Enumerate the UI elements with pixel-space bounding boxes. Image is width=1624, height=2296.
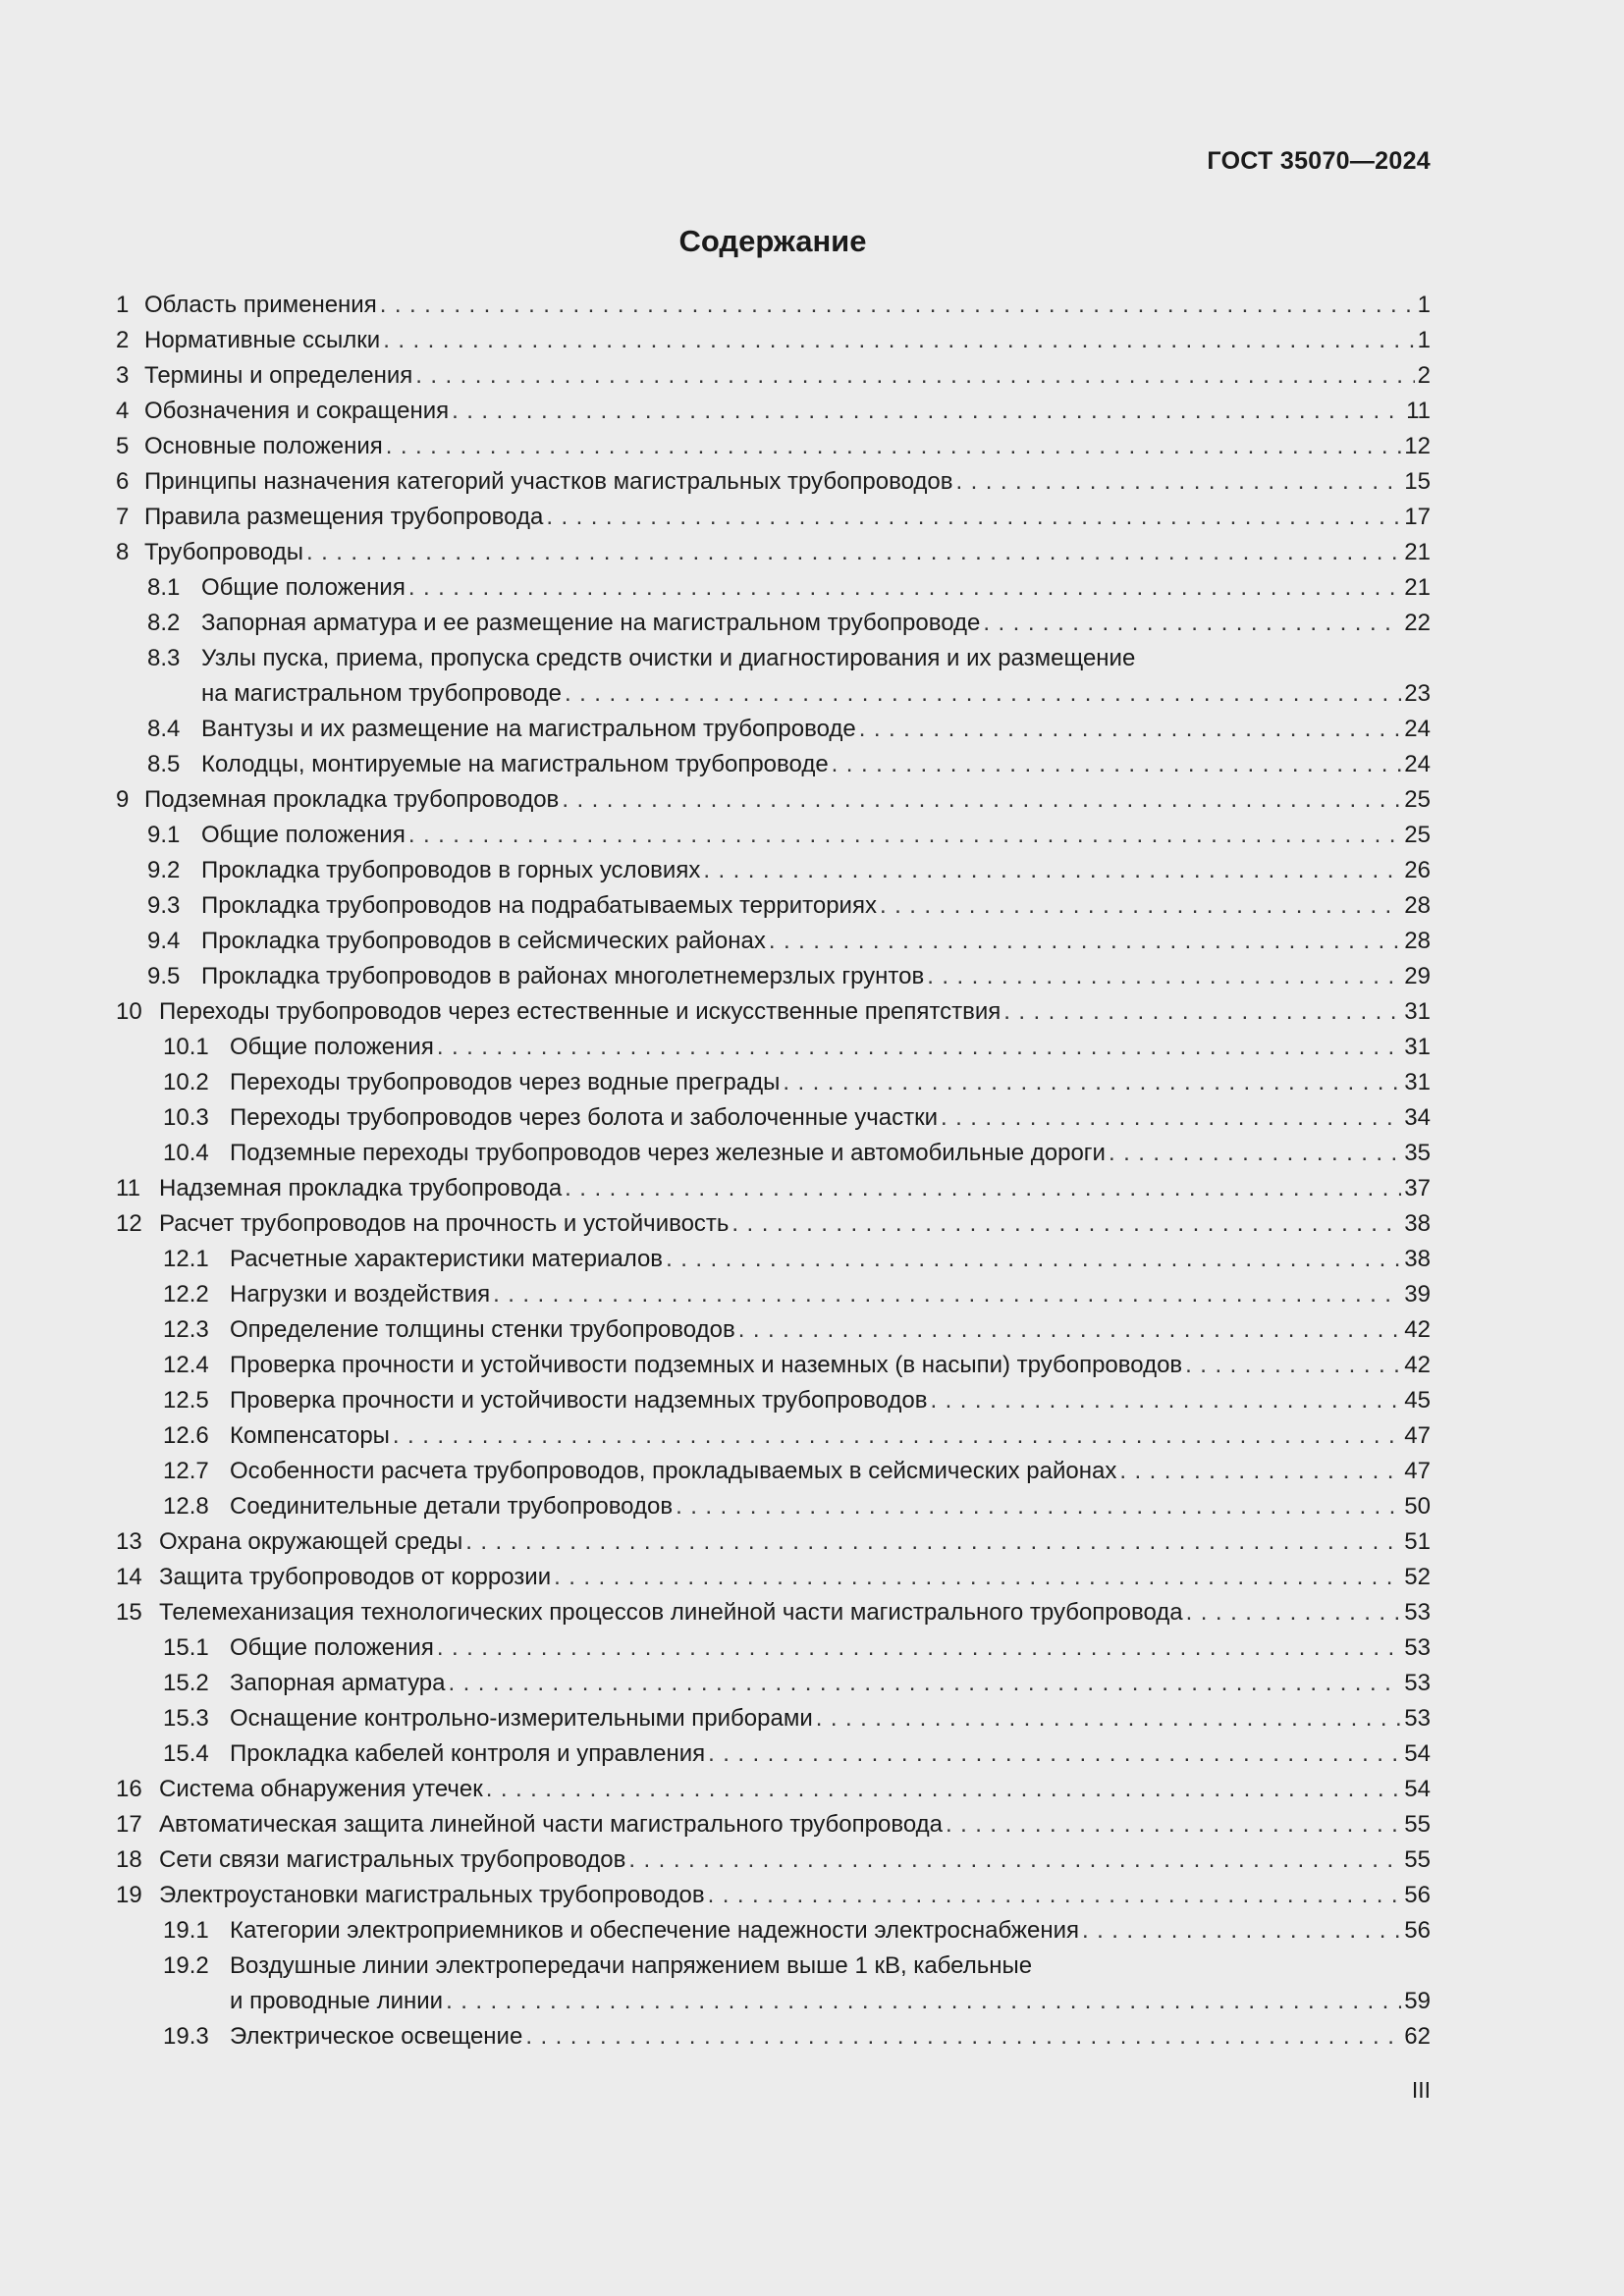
toc-leader-dots: [306, 535, 1401, 570]
toc-entry-page: 15: [1404, 468, 1431, 495]
toc-entry-title: Принципы назначения категорий участков магистральных трубопроводов: [144, 468, 953, 495]
toc-entry-number: 12.6: [163, 1422, 209, 1449]
toc-leader-dots: [708, 1878, 1402, 1913]
toc-entry-title: Переходы трубопроводов через водные преграды: [230, 1069, 781, 1095]
toc-entry-title: Термины и определения: [144, 362, 413, 389]
toc-entry-title: Подземные переходы трубопроводов через железные и автомобильные дороги: [230, 1140, 1106, 1166]
toc-entry-title: Область применения: [144, 292, 377, 318]
toc-entry-page: 35: [1404, 1140, 1431, 1166]
toc-entry-page: 23: [1404, 680, 1431, 707]
toc-entry-title: на магистральном трубопроводе: [201, 680, 563, 707]
toc-entry[interactable]: [116, 288, 1431, 323]
document-code: ГОСТ 35070—2024: [1207, 147, 1431, 175]
toc-entry-title: Общие положения: [201, 822, 406, 848]
toc-entry-title: Прокладка трубопроводов в горных условиях: [201, 857, 701, 883]
toc-entry-number: 12.3: [163, 1316, 209, 1343]
toc-leader-dots: [493, 1277, 1401, 1312]
toc-entry[interactable]: [116, 782, 1431, 818]
toc-leader-dots: [676, 1489, 1401, 1524]
toc-leader-dots: [446, 1984, 1401, 2019]
toc-entry[interactable]: [116, 606, 1431, 641]
toc-entry-title: Электроустановки магистральных трубопроводов: [159, 1882, 705, 1908]
toc-entry[interactable]: [116, 1772, 1431, 1807]
toc-entry-page: 25: [1404, 822, 1431, 848]
toc-entry-number: 3: [116, 362, 130, 389]
toc-entry[interactable]: [116, 1312, 1431, 1348]
toc-entry-number: 10.3: [163, 1104, 209, 1131]
toc-entry-page: 1: [1417, 327, 1431, 353]
toc-entry-title: Оснащение контрольно-измерительными приборами: [230, 1705, 813, 1732]
toc-entry-page: 22: [1404, 610, 1431, 636]
toc-entry[interactable]: [116, 1454, 1431, 1489]
toc-leader-dots: [449, 1666, 1402, 1701]
toc-entry-number: 19.2: [163, 1952, 209, 1979]
toc-entry-page: 38: [1404, 1246, 1431, 1272]
toc-entry-title: Основные положения: [144, 433, 383, 459]
toc-entry-page: 28: [1404, 892, 1431, 919]
toc-entry-page: 59: [1404, 1988, 1431, 2014]
toc-entry-title: Нагрузки и воздействия: [230, 1281, 491, 1308]
toc-entry-page: 25: [1404, 786, 1431, 813]
toc-entry-title: Компенсаторы: [230, 1422, 390, 1449]
toc-leader-dots: [562, 782, 1401, 818]
toc-entry-number: 10.1: [163, 1034, 209, 1060]
toc-entry[interactable]: [116, 535, 1431, 570]
toc-entry-number: 15.1: [163, 1634, 209, 1661]
toc-entry-number: 8.3: [147, 645, 181, 671]
toc-entry-title: Воздушные линии электропередачи напряжением выше 1 кВ, кабельные: [230, 1952, 1033, 1979]
toc-leader-dots: [1082, 1913, 1401, 1949]
toc-leader-dots: [731, 1206, 1401, 1242]
toc-entry-number: 6: [116, 468, 130, 495]
toc-entry-title: Телемеханизация технологических процессов линейной части магистрального трубопровода: [159, 1599, 1183, 1626]
toc-entry-title: Переходы трубопроводов через естественные и искусственные препятствия: [159, 998, 1001, 1025]
toc-entry-page: 54: [1404, 1776, 1431, 1802]
page-title: Содержание: [678, 224, 867, 258]
toc-entry[interactable]: [116, 1984, 1431, 2019]
toc-entry-number: 8.2: [147, 610, 181, 636]
toc-leader-dots: [880, 888, 1401, 924]
toc-entry-title: Вантузы и их размещение на магистральном трубопроводе: [201, 716, 856, 742]
toc-entry[interactable]: [116, 1418, 1431, 1454]
toc-entry[interactable]: [116, 818, 1431, 853]
toc-entry[interactable]: [116, 1913, 1431, 1949]
toc-entry-title: Проверка прочности и устойчивости надземных трубопроводов: [230, 1387, 928, 1414]
toc-entry-number: 17: [116, 1811, 142, 1838]
toc-entry[interactable]: [116, 1171, 1431, 1206]
toc-entry-title: Сети связи магистральных трубопроводов: [159, 1846, 626, 1873]
toc-entry-title: Правила размещения трубопровода: [144, 504, 544, 530]
toc-entry-title: Подземная прокладка трубопроводов: [144, 786, 560, 813]
toc-entry-page: 17: [1404, 504, 1431, 530]
toc-leader-dots: [628, 1842, 1401, 1878]
toc-entry-title: Запорная арматура и ее размещение на магистральном трубопроводе: [201, 610, 981, 636]
toc-leader-dots: [380, 288, 1415, 323]
toc-entry[interactable]: [116, 747, 1431, 782]
toc-entry[interactable]: [116, 394, 1431, 429]
toc-entry-page: 53: [1404, 1705, 1431, 1732]
toc-entry-page: 31: [1404, 998, 1431, 1025]
toc-entry-title: Нормативные ссылки: [144, 327, 381, 353]
toc-entry[interactable]: [116, 1100, 1431, 1136]
toc-leader-dots: [816, 1701, 1402, 1736]
toc-entry-number: 12: [116, 1210, 142, 1237]
toc-entry-title: Расчет трубопроводов на прочность и устойчивость: [159, 1210, 730, 1237]
toc-entry-page: 52: [1404, 1564, 1431, 1590]
toc-leader-dots: [956, 464, 1402, 500]
toc-entry-number: 16: [116, 1776, 142, 1802]
toc-leader-dots: [408, 570, 1401, 606]
toc-entry[interactable]: [116, 1030, 1431, 1065]
toc-entry-number: 15: [116, 1599, 142, 1626]
toc-entry-number: 13: [116, 1528, 142, 1555]
toc-entry[interactable]: [116, 1136, 1431, 1171]
toc-entry[interactable]: [116, 323, 1431, 358]
toc-entry-number: 15.2: [163, 1670, 209, 1696]
toc-leader-dots: [393, 1418, 1401, 1454]
toc-leader-dots: [930, 1383, 1401, 1418]
toc-leader-dots: [946, 1807, 1401, 1842]
toc-entry[interactable]: [116, 641, 1431, 676]
toc-entry-page: 42: [1404, 1352, 1431, 1378]
toc-leader-dots: [666, 1242, 1401, 1277]
toc-entry-page: 62: [1404, 2023, 1431, 2050]
toc-entry[interactable]: [116, 1701, 1431, 1736]
toc-entry[interactable]: [116, 994, 1431, 1030]
toc-entry-title: Запорная арматура: [230, 1670, 446, 1696]
toc-entry-number: 7: [116, 504, 130, 530]
toc-entry[interactable]: [116, 500, 1431, 535]
toc-leader-dots: [525, 2019, 1401, 2055]
toc-entry-page: 53: [1404, 1599, 1431, 1626]
toc-entry-page: 39: [1404, 1281, 1431, 1308]
toc-entry-number: 9: [116, 786, 130, 813]
toc-entry-title: Категории электроприемников и обеспечение надежности электроснабжения: [230, 1917, 1079, 1944]
toc-entry-number: 18: [116, 1846, 142, 1873]
toc-entry-page: 47: [1404, 1458, 1431, 1484]
toc-leader-dots: [437, 1030, 1401, 1065]
toc-leader-dots: [437, 1630, 1401, 1666]
toc-entry-title: Общие положения: [201, 574, 406, 601]
toc-entry-number: 19.3: [163, 2023, 209, 2050]
toc-entry[interactable]: [116, 888, 1431, 924]
toc-entry-title: Автоматическая защита линейной части магистрального трубопровода: [159, 1811, 943, 1838]
toc-entry-page: 31: [1404, 1034, 1431, 1060]
toc-entry[interactable]: [116, 1595, 1431, 1630]
toc-leader-dots: [408, 818, 1401, 853]
toc-entry-number: 9.1: [147, 822, 181, 848]
toc-entry-title: Электрическое освещение: [230, 2023, 523, 2050]
toc-leader-dots: [832, 747, 1402, 782]
toc-entry[interactable]: [116, 1277, 1431, 1312]
toc-entry-number: 5: [116, 433, 130, 459]
toc-entry-page: 1: [1417, 292, 1431, 318]
toc-entry[interactable]: [116, 1383, 1431, 1418]
toc-entry[interactable]: [116, 429, 1431, 464]
toc-leader-dots: [565, 1171, 1401, 1206]
toc-entry-page: 55: [1404, 1846, 1431, 1873]
toc-leader-dots: [1185, 1348, 1401, 1383]
table-of-contents: [116, 288, 1431, 2055]
toc-entry-number: 15.3: [163, 1705, 209, 1732]
toc-entry-title: Особенности расчета трубопроводов, прокладываемых в сейсмических районах: [230, 1458, 1117, 1484]
toc-entry-number: 8.5: [147, 751, 181, 777]
toc-entry-number: 10.4: [163, 1140, 209, 1166]
toc-entry-number: 12.4: [163, 1352, 209, 1378]
toc-entry-title: Надземная прокладка трубопровода: [159, 1175, 563, 1201]
toc-entry-number: 12.7: [163, 1458, 209, 1484]
toc-entry[interactable]: [116, 570, 1431, 606]
toc-entry-title: Трубопроводы: [144, 539, 303, 565]
toc-entry-number: 12.8: [163, 1493, 209, 1520]
toc-entry-title: Прокладка кабелей контроля и управления: [230, 1740, 706, 1767]
toc-leader-dots: [941, 1100, 1401, 1136]
toc-leader-dots: [1186, 1595, 1402, 1630]
toc-entry[interactable]: [116, 1736, 1431, 1772]
toc-leader-dots: [769, 924, 1401, 959]
toc-entry-title: Прокладка трубопроводов в сейсмических районах: [201, 928, 766, 954]
toc-entry[interactable]: [116, 924, 1431, 959]
toc-entry-number: 1: [116, 292, 130, 318]
toc-entry-page: 55: [1404, 1811, 1431, 1838]
toc-entry[interactable]: [116, 1878, 1431, 1913]
toc-entry[interactable]: [116, 1842, 1431, 1878]
toc-entry[interactable]: [116, 1524, 1431, 1560]
toc-entry-number: 9.4: [147, 928, 181, 954]
toc-entry-page: 54: [1404, 1740, 1431, 1767]
toc-entry-title: Общие положения: [230, 1634, 434, 1661]
toc-entry[interactable]: [116, 853, 1431, 888]
toc-leader-dots: [703, 853, 1401, 888]
toc-entry-title: Колодцы, монтируемые на магистральном трубопроводе: [201, 751, 829, 777]
toc-entry-page: 53: [1404, 1634, 1431, 1661]
toc-entry-number: 8: [116, 539, 130, 565]
toc-entry-page: 47: [1404, 1422, 1431, 1449]
toc-leader-dots: [708, 1736, 1401, 1772]
toc-entry[interactable]: [116, 1666, 1431, 1701]
toc-entry[interactable]: [116, 1242, 1431, 1277]
toc-entry-page: 34: [1404, 1104, 1431, 1131]
toc-entry-page: 11: [1406, 398, 1431, 424]
toc-entry-page: 51: [1404, 1528, 1431, 1555]
toc-entry-page: 24: [1404, 751, 1431, 777]
toc-entry-title: Соединительные детали трубопроводов: [230, 1493, 674, 1520]
toc-leader-dots: [859, 712, 1402, 747]
toc-leader-dots: [927, 959, 1401, 994]
toc-leader-dots: [1109, 1136, 1401, 1171]
toc-entry-title: и проводные линии: [230, 1988, 444, 2014]
toc-entry[interactable]: [116, 1560, 1431, 1595]
toc-entry-page: 56: [1404, 1917, 1431, 1944]
toc-entry-number: 12.5: [163, 1387, 209, 1414]
toc-entry[interactable]: [116, 712, 1431, 747]
toc-entry-title: Прокладка трубопроводов в районах многолетнемерзлых грунтов: [201, 963, 925, 989]
toc-entry-title: Общие положения: [230, 1034, 434, 1060]
toc-entry-page: 42: [1404, 1316, 1431, 1343]
toc-entry-page: 37: [1404, 1175, 1431, 1201]
toc-entry[interactable]: [116, 358, 1431, 394]
toc-entry[interactable]: [116, 676, 1431, 712]
toc-entry-page: 45: [1404, 1387, 1431, 1414]
toc-entry[interactable]: [116, 1489, 1431, 1524]
toc-entry-title: Защита трубопроводов от коррозии: [159, 1564, 552, 1590]
toc-entry[interactable]: [116, 1206, 1431, 1242]
toc-entry-page: 26: [1404, 857, 1431, 883]
toc-entry[interactable]: [116, 1949, 1431, 1984]
toc-entry-title: Расчетные характеристики материалов: [230, 1246, 664, 1272]
toc-leader-dots: [1003, 994, 1401, 1030]
toc-entry-title: Переходы трубопроводов через болота и заболоченные участки: [230, 1104, 938, 1131]
toc-entry-page: 21: [1404, 574, 1431, 601]
toc-leader-dots: [783, 1065, 1401, 1100]
toc-entry-title: Прокладка трубопроводов на подрабатываемых территориях: [201, 892, 877, 919]
toc-leader-dots: [546, 500, 1401, 535]
toc-entry[interactable]: [116, 464, 1431, 500]
toc-entry-number: 15.4: [163, 1740, 209, 1767]
toc-entry-title: Охрана окружающей среды: [159, 1528, 463, 1555]
toc-entry-page: 50: [1404, 1493, 1431, 1520]
toc-leader-dots: [565, 676, 1401, 712]
toc-leader-dots: [983, 606, 1401, 641]
toc-entry-page: 38: [1404, 1210, 1431, 1237]
toc-leader-dots: [452, 394, 1403, 429]
toc-entry-page: 28: [1404, 928, 1431, 954]
toc-entry[interactable]: [116, 1065, 1431, 1100]
toc-entry-number: 8.1: [147, 574, 181, 601]
toc-entry-title: Система обнаружения утечек: [159, 1776, 483, 1802]
toc-entry-number: 9.3: [147, 892, 181, 919]
toc-entry[interactable]: [116, 959, 1431, 994]
toc-entry-number: 10.2: [163, 1069, 209, 1095]
toc-entry-title: Узлы пуска, приема, пропуска средств очистки и диагностирования и их размещение: [201, 645, 1136, 671]
toc-entry-page: 53: [1404, 1670, 1431, 1696]
toc-entry-number: 19.1: [163, 1917, 209, 1944]
toc-entry-page: 24: [1404, 716, 1431, 742]
toc-entry[interactable]: [116, 1348, 1431, 1383]
toc-entry-number: 8.4: [147, 716, 181, 742]
toc-entry-number: 11: [116, 1175, 140, 1201]
toc-leader-dots: [415, 358, 1414, 394]
toc-entry-page: 29: [1404, 963, 1431, 989]
toc-leader-dots: [1119, 1454, 1401, 1489]
toc-entry-page: 2: [1417, 362, 1431, 389]
toc-entry-title: Обозначения и сокращения: [144, 398, 450, 424]
toc-leader-dots: [383, 323, 1414, 358]
toc-entry-number: 2: [116, 327, 130, 353]
toc-entry-page: 12: [1404, 433, 1431, 459]
toc-entry-title: Проверка прочности и устойчивости подземных и наземных (в насыпи) трубопроводов: [230, 1352, 1183, 1378]
toc-entry-number: 4: [116, 398, 130, 424]
toc-entry-page: 31: [1404, 1069, 1431, 1095]
toc-leader-dots: [554, 1560, 1401, 1595]
toc-leader-dots: [386, 429, 1402, 464]
toc-entry[interactable]: [116, 2019, 1431, 2055]
toc-leader-dots: [465, 1524, 1401, 1560]
toc-entry[interactable]: [116, 1807, 1431, 1842]
toc-entry-title: Определение толщины стенки трубопроводов: [230, 1316, 735, 1343]
toc-entry-number: 12.1: [163, 1246, 209, 1272]
toc-entry-page: 56: [1404, 1882, 1431, 1908]
toc-entry-number: 14: [116, 1564, 142, 1590]
toc-entry-number: 10: [116, 998, 142, 1025]
toc-entry-number: 9.5: [147, 963, 181, 989]
toc-entry-number: 19: [116, 1882, 142, 1908]
toc-entry-page: 21: [1404, 539, 1431, 565]
toc-entry-number: 9.2: [147, 857, 181, 883]
toc-leader-dots: [738, 1312, 1402, 1348]
page-number: III: [1411, 2077, 1431, 2103]
toc-entry-number: 12.2: [163, 1281, 209, 1308]
toc-leader-dots: [486, 1772, 1402, 1807]
toc-entry[interactable]: [116, 1630, 1431, 1666]
